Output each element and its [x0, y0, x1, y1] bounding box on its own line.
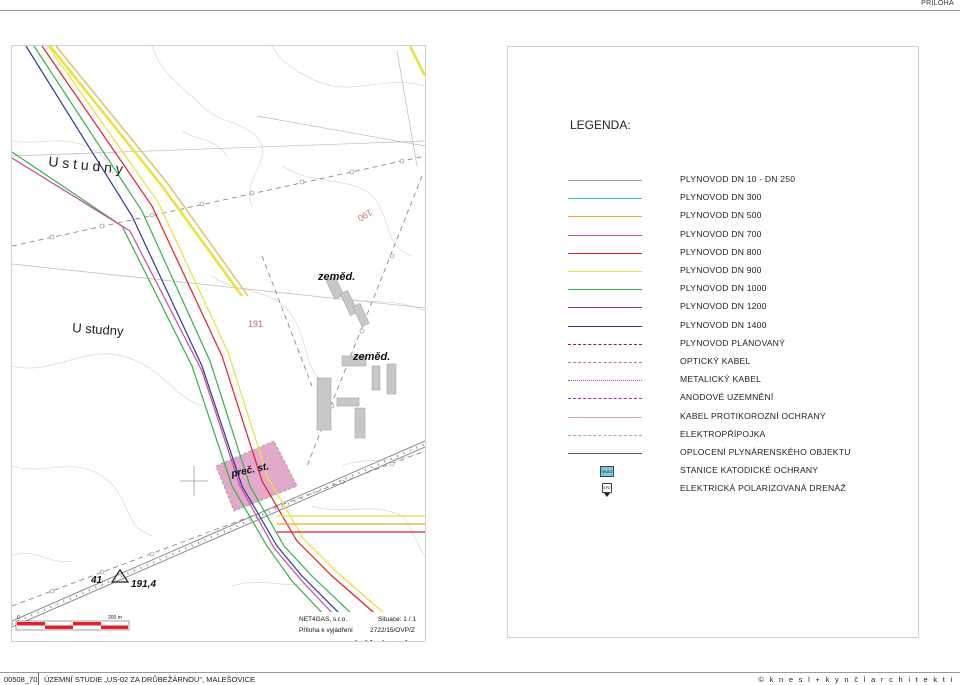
symbol-code: SKAO — [601, 469, 613, 475]
land-label-2: zeměd. — [353, 351, 391, 363]
legend-item-label: ANODOVÉ UZEMNĚNÍ — [680, 392, 774, 403]
point-number-label: 41 — [91, 575, 103, 586]
footer-copyright: © k n e s l + k y n č l a r c h i t e k t i — [758, 675, 954, 684]
map-panel — [11, 45, 426, 642]
header-rule — [0, 10, 960, 11]
stamp-reference: 2722/15/OVP/Z — [370, 627, 415, 634]
line-sample — [568, 362, 642, 363]
header-label: PŘÍLOHA — [921, 0, 954, 7]
legend-title: LEGENDA: — [570, 118, 631, 132]
line-sample — [568, 344, 642, 345]
line-sample — [568, 307, 642, 308]
line-sample — [568, 398, 642, 399]
legend-item-label: PLYNOVOD DN 700 — [680, 228, 762, 239]
stamp-situation: Situace: 1 / 1 — [378, 616, 416, 623]
legend-panel — [507, 46, 919, 638]
legend-item-label: OPTICKÝ KABEL — [680, 356, 751, 366]
place-label-1: U s t u d n y — [47, 153, 124, 177]
legend-item-label: ELEKTRICKÁ POLARIZOVANÁ DRENÁŽ — [680, 483, 846, 494]
legend-item-label: PLYNOVOD DN 300 — [680, 192, 762, 203]
line-sample — [568, 380, 642, 381]
legend-item-label: PLYNOVOD DN 900 — [680, 265, 762, 275]
legend-item — [508, 282, 918, 298]
legend-item — [508, 300, 918, 316]
legend-item — [508, 319, 918, 335]
line-sample — [568, 216, 642, 217]
line-sample — [568, 453, 642, 454]
line-sample — [568, 289, 642, 290]
stamp-company: NET4GAS, s.r.o. — [299, 616, 348, 623]
legend-item — [508, 464, 918, 480]
legend-item — [508, 428, 918, 444]
page-footer — [0, 672, 960, 685]
line-sample — [568, 271, 642, 272]
legend-item — [508, 246, 918, 262]
scale-start-label: 0 — [17, 615, 20, 621]
line-sample — [568, 180, 642, 181]
legend-item-label: KABEL PROTIKOROZNÍ OCHRANY — [680, 410, 826, 421]
legend-item — [508, 191, 918, 207]
footer-separator — [38, 673, 39, 685]
scale-end-label: 200 m — [108, 615, 122, 621]
legend-item-label: OPLOCENÍ PLYNÁRENSKÉHO OBJEKTU — [680, 447, 851, 457]
footer-title: ÚZEMNÍ STUDIE „US-02 ZA DRŮBEŽÁRNOU", MALEŠOVICE — [44, 675, 256, 684]
legend-item — [508, 391, 918, 407]
legend-item — [508, 337, 918, 353]
legend-item-label: PLYNOVOD PLÁNOVANÝ — [680, 337, 786, 348]
scale-bar — [16, 615, 129, 630]
legend-item-label: PLYNOVOD DN 1200 — [680, 301, 767, 312]
legend-item — [508, 209, 918, 225]
point-value-label: 191,4 — [131, 579, 157, 590]
title-stamp — [296, 612, 425, 640]
legend-item-label: PLYNOVOD DN 10 - DN 250 — [680, 174, 796, 184]
legend-item-label: ELEKTROPŘÍPOJKA — [680, 428, 766, 439]
page-header — [0, 0, 960, 11]
footer-rule — [0, 672, 960, 673]
land-label-1: zeměd. — [318, 271, 356, 283]
legend-item — [508, 355, 918, 371]
legend-item-label: PLYNOVOD DN 1000 — [680, 283, 767, 294]
line-sample — [568, 417, 642, 418]
legend-item — [508, 446, 918, 462]
legend-item — [508, 373, 918, 389]
footer-code: 00508_70 — [4, 675, 38, 684]
legend-item — [508, 173, 918, 189]
boundary-lines — [12, 156, 425, 606]
katodic-station-icon — [600, 466, 614, 477]
legend-item-label: METALICKÝ KABEL — [680, 374, 762, 385]
line-sample — [568, 198, 642, 199]
height-label-1: 191 — [248, 319, 264, 329]
legend-item — [508, 228, 918, 244]
legend-item — [508, 264, 918, 280]
line-sample — [568, 326, 642, 327]
legend-item-label: PLYNOVOD DN 1400 — [680, 319, 767, 330]
legend-item-label: PLYNOVOD DN 800 — [680, 246, 762, 257]
line-sample — [568, 253, 642, 254]
station-label: preč. st. — [230, 461, 271, 480]
place-label-2: U studny — [71, 320, 125, 339]
legend-item-label: STANICE KATODICKÉ OCHRANY — [680, 465, 819, 476]
symbol-code: EPD — [603, 486, 611, 491]
boundary-markers — [50, 159, 404, 593]
drainage-icon — [602, 483, 612, 493]
drainage-arrow-icon — [604, 493, 610, 497]
legend-item — [508, 410, 918, 426]
survey-cross — [180, 466, 208, 496]
line-sample — [568, 235, 642, 236]
legend-item — [508, 482, 918, 498]
stamp-attachment: Příloha k vyjádření — [299, 627, 353, 634]
parcel-lines — [12, 51, 425, 308]
legend-item-label: PLYNOVOD DN 500 — [680, 210, 762, 221]
map-drawing — [12, 46, 425, 641]
height-label-2: 190 — [355, 207, 374, 224]
line-sample — [568, 435, 642, 436]
